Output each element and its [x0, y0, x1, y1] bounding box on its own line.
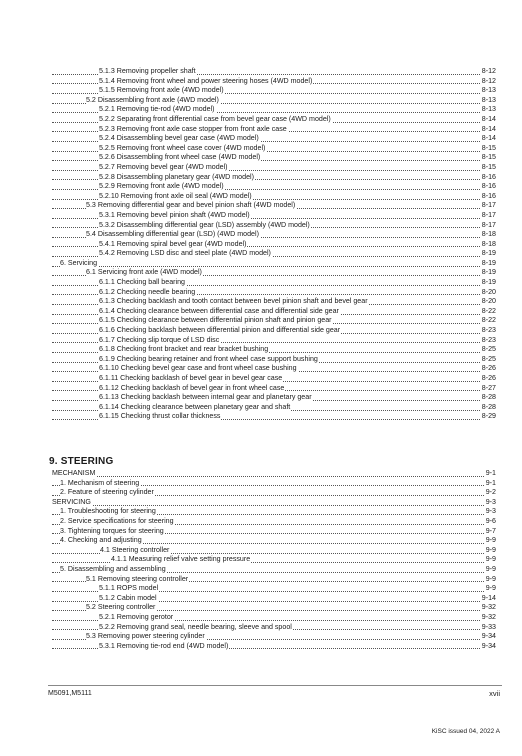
toc-entry-title: 5.2 Steering controller — [86, 603, 156, 612]
toc-section-continued — [52, 67, 496, 422]
toc-entry-page: 8-19 — [481, 258, 496, 267]
toc-entry-title: 6.1.3 Checking backlash and tooth contact between bevel pinion shaft and bevel gear — [99, 297, 368, 306]
toc-entry-page: 8-14 — [481, 124, 496, 133]
toc-entry-page: 8-18 — [481, 230, 496, 239]
toc-entry[interactable] — [52, 546, 496, 556]
toc-entry-title: 5.2.1 Removing tie-rod (4WD model) — [99, 105, 215, 114]
toc-entry[interactable] — [52, 488, 496, 498]
toc-entry[interactable] — [52, 249, 496, 259]
toc-entry-title: 6. Servicing — [60, 258, 98, 267]
toc-entry-title: 6.1.12 Checking backlash of bevel gear in front wheel case — [99, 383, 285, 392]
toc-entry[interactable] — [52, 412, 496, 422]
toc-entry-page: 8-19 — [481, 268, 496, 277]
toc-entry[interactable] — [52, 364, 496, 374]
toc-entry-page: 8-16 — [481, 182, 496, 191]
toc-entry[interactable] — [52, 173, 496, 183]
toc-entry[interactable] — [52, 336, 496, 346]
toc-entry-page: 9-14 — [481, 593, 496, 602]
toc-entry-page: 8-22 — [481, 306, 496, 315]
toc-entry[interactable] — [52, 230, 496, 240]
toc-entry-page: 9-1 — [485, 478, 496, 487]
toc-entry-page: 8-19 — [481, 249, 496, 258]
toc-entry-page: 9-9 — [485, 564, 496, 573]
toc-entry[interactable] — [52, 355, 496, 365]
toc-entry-title: 5.2.6 Disassembling front wheel case (4WD model) — [99, 153, 261, 162]
toc-entry[interactable] — [52, 125, 496, 135]
toc-entry-page: 8-16 — [481, 191, 496, 200]
toc-entry-page: 8-17 — [481, 201, 496, 210]
toc-entry[interactable] — [52, 134, 496, 144]
toc-entry-page: 9-9 — [485, 536, 496, 545]
toc-entry-page: 9-1 — [485, 469, 496, 477]
toc-entry-title: 3. Tightening torques for steering — [60, 526, 164, 535]
toc-entry-title: 6.1.2 Checking needle bearing — [99, 287, 196, 296]
toc-entry[interactable] — [52, 221, 496, 231]
toc-entry-page: 8-13 — [481, 105, 496, 114]
toc-entry-title: 6.1.13 Checking backlash between internal gear and planetary gear — [99, 393, 312, 402]
toc-entry[interactable] — [52, 384, 496, 394]
toc-entry-title: 5.2.5 Removing front wheel case cover (4WD model) — [99, 143, 266, 152]
toc-entry-page: 8-15 — [481, 162, 496, 171]
toc-entry-page: 8-22 — [481, 316, 496, 325]
toc-entry-title: 5.2.3 Removing front axle case stopper from front axle case — [99, 124, 287, 133]
toc-entry[interactable] — [52, 393, 496, 403]
toc-entry-title: 6.1.4 Checking clearance between differential case and differential side gear — [99, 306, 339, 315]
toc-entry-page: 8-27 — [481, 383, 496, 392]
toc-entry-page: 9-9 — [485, 574, 496, 583]
toc-entry[interactable] — [52, 96, 496, 106]
toc-entry-title: 5.2.9 Removing front axle (4WD model) — [99, 182, 224, 191]
toc-entry[interactable] — [52, 565, 496, 575]
toc-entry[interactable] — [52, 326, 496, 336]
toc-entry-page: 9-6 — [485, 516, 496, 525]
footer-model: M5091,M5111 — [48, 690, 92, 697]
toc-entry-title: 5.3 Removing power steering cylinder — [86, 632, 205, 641]
toc-entry[interactable] — [52, 278, 496, 288]
toc-entry-title: 4.1 Steering controller — [100, 545, 170, 554]
toc-entry-page: 8-26 — [481, 374, 496, 382]
toc-entry-page: 8-26 — [481, 364, 496, 373]
toc-entry-title: 6.1.10 Checking bevel gear case and front wheel case bushing — [99, 364, 297, 373]
toc-entry-title: 5.1 Removing steering controller — [86, 574, 189, 583]
toc-entry-page: 8-14 — [481, 134, 496, 143]
toc-entry-title: 5.2.8 Disassembling planetary gear (4WD model) — [99, 172, 254, 181]
toc-entry[interactable] — [52, 259, 496, 269]
toc-entry-title: 6.1.11 Checking backlash of bevel gear in bevel gear case — [99, 374, 283, 382]
toc-entry[interactable] — [52, 594, 496, 604]
toc-entry-title: 5.4.1 Removing spiral bevel gear (4WD model) — [99, 239, 247, 248]
toc-entry[interactable] — [52, 632, 496, 642]
toc-entry[interactable] — [52, 153, 496, 163]
toc-entry[interactable] — [52, 575, 496, 585]
toc-entry[interactable] — [52, 297, 496, 307]
chapter-title: 9. STEERING — [49, 456, 114, 467]
toc-entry[interactable] — [52, 536, 496, 546]
toc-entry-title: 5.2.4 Disassembling bevel gear case (4WD model) — [99, 134, 259, 143]
toc-entry[interactable] — [52, 623, 496, 633]
toc-entry-page: 8-16 — [481, 172, 496, 181]
toc-entry-title: SERVICING — [52, 497, 91, 506]
toc-entry-title: 5.1.5 Removing front axle (4WD model) — [99, 86, 224, 95]
toc-entry-page: 8-23 — [481, 335, 496, 344]
toc-entry[interactable] — [52, 192, 496, 202]
toc-entry-title: 6.1.7 Checking slip torque of LSD disc — [99, 335, 220, 344]
toc-entry-page: 8-20 — [481, 297, 496, 306]
toc-entry-title: MECHANISM — [52, 469, 96, 477]
toc-entry[interactable] — [52, 517, 496, 527]
toc-entry-title: 5.4.2 Removing LSD disc and steel plate (4WD model) — [99, 249, 271, 258]
toc-entry-page: 9-9 — [485, 584, 496, 593]
toc-entry-page: 9-34 — [481, 632, 496, 641]
toc-entry[interactable] — [52, 613, 496, 623]
toc-entry[interactable] — [52, 201, 496, 211]
toc-entry[interactable] — [52, 163, 496, 173]
toc-entry-page: 8-23 — [481, 326, 496, 335]
toc-entry-title: 6.1.9 Checking bearing retainer and front wheel case support bushing — [99, 354, 318, 363]
toc-entry-title: 5. Disassembling and assembling — [60, 564, 166, 573]
toc-entry[interactable] — [52, 144, 496, 154]
toc-entry[interactable] — [52, 479, 496, 489]
toc-entry[interactable] — [52, 105, 496, 115]
toc-entry[interactable] — [52, 403, 496, 413]
toc-entry-page: 8-20 — [481, 287, 496, 296]
footer-page-number: xvii — [489, 689, 500, 698]
toc-entry-title: 4. Checking and adjusting — [60, 536, 142, 545]
toc-entry[interactable] — [52, 211, 496, 221]
toc-entry-page: 9-7 — [485, 526, 496, 535]
toc-entry-page: 8-15 — [481, 153, 496, 162]
toc-entry-title: 5.2.1 Removing gerotor — [99, 612, 174, 621]
toc-entry[interactable] — [52, 345, 496, 355]
toc-entry-title: 1. Mechanism of steering — [60, 478, 140, 487]
toc-entry[interactable] — [52, 288, 496, 298]
toc-entry[interactable] — [52, 268, 496, 278]
toc-entry-page: 8-25 — [481, 354, 496, 363]
toc-entry-title: 5.3.1 Removing tie-rod end (4WD model) — [99, 641, 229, 650]
toc-entry-page: 8-18 — [481, 239, 496, 248]
toc-entry[interactable] — [52, 555, 496, 565]
toc-entry-title: 5.1.2 Cabin model — [99, 593, 157, 602]
toc-entry-page: 8-15 — [481, 143, 496, 152]
toc-entry-title: 6.1.14 Checking clearance between planetary gear and shaft — [99, 402, 291, 411]
toc-entry-title: 5.2.2 Separating front differential case from bevel gear case (4WD model) — [99, 114, 331, 123]
toc-entry-page: 9-9 — [485, 545, 496, 554]
toc-entry-page: 8-28 — [481, 402, 496, 411]
toc-entry-page: 8-12 — [481, 76, 496, 85]
toc-entry[interactable] — [52, 316, 496, 326]
toc-entry-title: 5.4 Disassembling differential gear (LSD) (4WD model) — [86, 230, 259, 239]
toc-entry[interactable] — [52, 507, 496, 517]
toc-entry[interactable] — [52, 67, 496, 77]
toc-entry-page: 8-19 — [481, 278, 496, 287]
toc-entry-page: 9-33 — [481, 622, 496, 631]
toc-entry-title: 5.2.10 Removing front axle oil seal (4WD model) — [99, 191, 252, 200]
toc-entry-page: 9-34 — [481, 641, 496, 650]
toc-entry[interactable] — [52, 240, 496, 250]
toc-entry-title: 5.1.4 Removing front wheel and power steering hoses (4WD model) — [99, 76, 313, 85]
toc-entry-page: 8-25 — [481, 345, 496, 354]
toc-entry-page: 8-17 — [481, 220, 496, 229]
toc-entry-page: 8-13 — [481, 86, 496, 95]
toc-entry-page: 8-13 — [481, 95, 496, 104]
toc-entry-title: 2. Feature of steering cylinder — [60, 488, 154, 497]
toc-entry[interactable] — [52, 603, 496, 613]
footer-divider — [48, 685, 502, 686]
toc-entry-title: 4.1.1 Measuring relief valve setting pressure — [111, 555, 251, 564]
toc-entry-title: 5.1.3 Removing propeller shaft — [99, 67, 196, 75]
toc-entry-page: 9-32 — [481, 612, 496, 621]
toc-entry-title: 5.1.1 ROPS model — [99, 584, 159, 593]
toc-entry[interactable] — [52, 642, 496, 652]
toc-entry-title: 5.3.1 Removing bevel pinion shaft (4WD model) — [99, 210, 250, 219]
toc-entry-title: 6.1.8 Checking front bracket and rear bracket bushing — [99, 345, 269, 354]
footer-issue: KiSC issued 04, 2022 A — [431, 728, 500, 735]
toc-entry-title: 5.3.2 Disassembling differential gear (LSD) assembly (4WD model) — [99, 220, 310, 229]
toc-entry[interactable] — [52, 77, 496, 87]
toc-entry-title: 2. Service specifications for steering — [60, 516, 174, 525]
toc-entry[interactable] — [52, 498, 496, 508]
toc-entry[interactable] — [52, 584, 496, 594]
toc-entry-page: 9-3 — [485, 497, 496, 506]
toc-entry[interactable] — [52, 86, 496, 96]
toc-entry-title: 6.1.6 Checking backlash between differential pinion and differential side gear — [99, 326, 341, 335]
toc-entry-page: 9-9 — [485, 555, 496, 564]
toc-entry[interactable] — [52, 182, 496, 192]
toc-entry-title: 6.1.15 Checking thrust collar thickness — [99, 412, 221, 421]
toc-entry-title: 6.1.1 Checking ball bearing — [99, 278, 185, 287]
toc-entry[interactable] — [52, 527, 496, 537]
toc-entry-title: 5.3 Removing differential gear and bevel pinion shaft (4WD model) — [86, 201, 296, 210]
toc-entry-page: 9-2 — [485, 488, 496, 497]
toc-entry-title: 6.1.5 Checking clearance between differential pinion shaft and pinion gear — [99, 316, 332, 325]
toc-entry[interactable] — [52, 307, 496, 317]
toc-entry[interactable] — [52, 374, 496, 384]
toc-entry-title: 5.2 Disassembling front axle (4WD model) — [86, 95, 219, 104]
toc-entry-page: 9-3 — [485, 507, 496, 516]
toc-entry-title: 6.1 Servicing front axle (4WD model) — [86, 268, 202, 277]
toc-entry-page: 8-17 — [481, 210, 496, 219]
toc-section-steering — [52, 469, 496, 651]
toc-entry[interactable] — [52, 469, 496, 479]
toc-entry-title: 5.2.2 Removing grand seal, needle bearing, sleeve and spool — [99, 622, 292, 631]
toc-entry-page: 9-32 — [481, 603, 496, 612]
toc-entry[interactable] — [52, 115, 496, 125]
toc-entry-page: 8-29 — [481, 412, 496, 421]
toc-entry-title: 1. Troubleshooting for steering — [60, 507, 156, 516]
toc-entry-page: 8-14 — [481, 114, 496, 123]
toc-entry-page: 8-28 — [481, 393, 496, 402]
toc-entry-page: 8-12 — [481, 67, 496, 75]
toc-entry-title: 5.2.7 Removing bevel gear (4WD model) — [99, 162, 228, 171]
